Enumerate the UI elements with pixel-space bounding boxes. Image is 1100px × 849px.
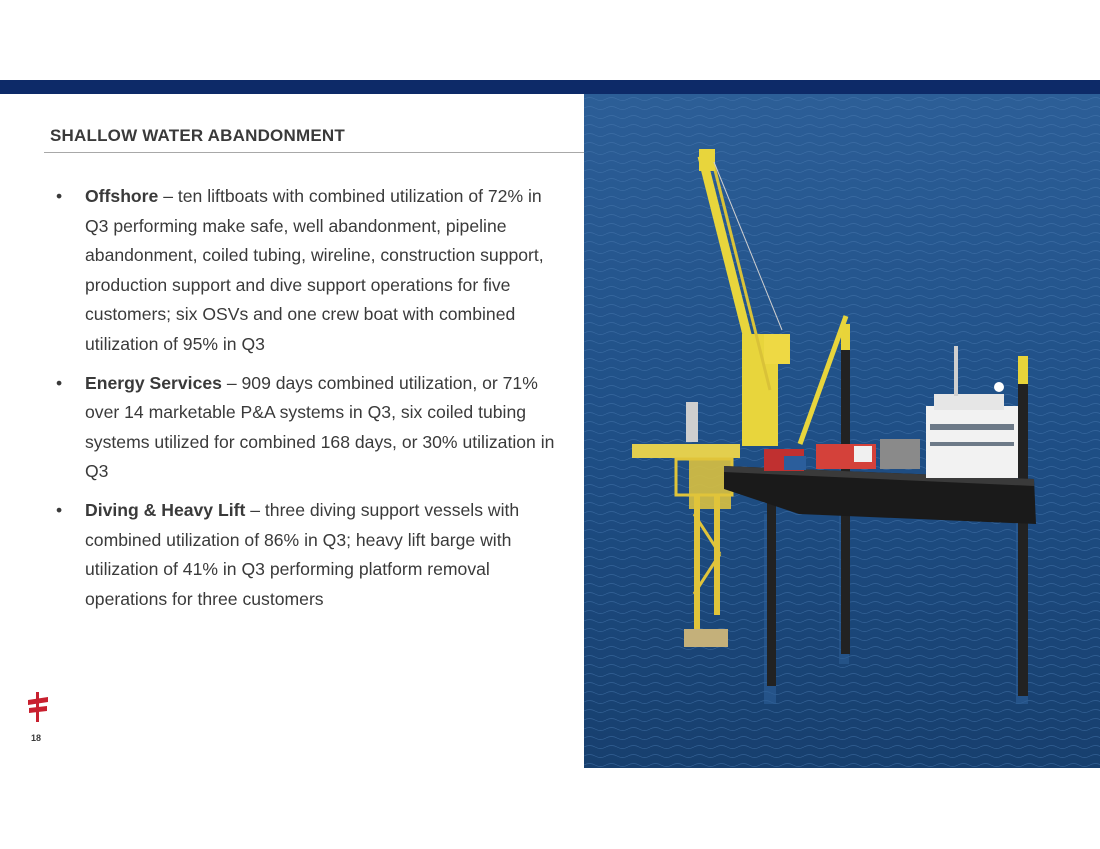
- company-logo-icon: [26, 692, 50, 722]
- page-number: 18: [31, 733, 42, 743]
- bullet-lead: Energy Services: [85, 372, 222, 393]
- bullet-lead: Offshore: [85, 186, 159, 206]
- offshore-liftboat-photo: [584, 94, 1100, 768]
- bullet-glyph: •: [56, 186, 63, 206]
- bullet-list: [56, 182, 556, 623]
- bullet-item-diving-heavy-lift: [56, 496, 556, 614]
- bullet-item-offshore: [56, 182, 556, 360]
- header-band: [0, 80, 1100, 94]
- bullet-item-energy-services: [56, 369, 556, 487]
- bullet-text: – three diving support vessels with combined utilization of 86% in Q3; heavy lift barge with utilization of 41% in Q3 performing platform removal operations for three customers: [85, 499, 520, 609]
- bullet-lead: Diving & Heavy Lift: [85, 499, 246, 520]
- page-title: SHALLOW WATER ABANDONMENT: [50, 126, 345, 145]
- bullet-text: – ten liftboats with combined utilization of 72% in Q3 performing make safe, well abandonment, pipeline abandonment, coiled tubing, wireline, construction support, production support and dive support operations for five customers; six OSVs and one crew boat with combined utilization of 95% in Q3: [85, 186, 544, 354]
- bullet-glyph: •: [56, 372, 63, 393]
- title-divider: [44, 152, 584, 153]
- bullet-text: – 909 days combined utilization, or 71% over 14 marketable P&A systems in Q3, six coiled tubing systems utilized for combined 168 days, or 30% utilization in Q3: [85, 372, 555, 482]
- bullet-glyph: •: [56, 499, 63, 520]
